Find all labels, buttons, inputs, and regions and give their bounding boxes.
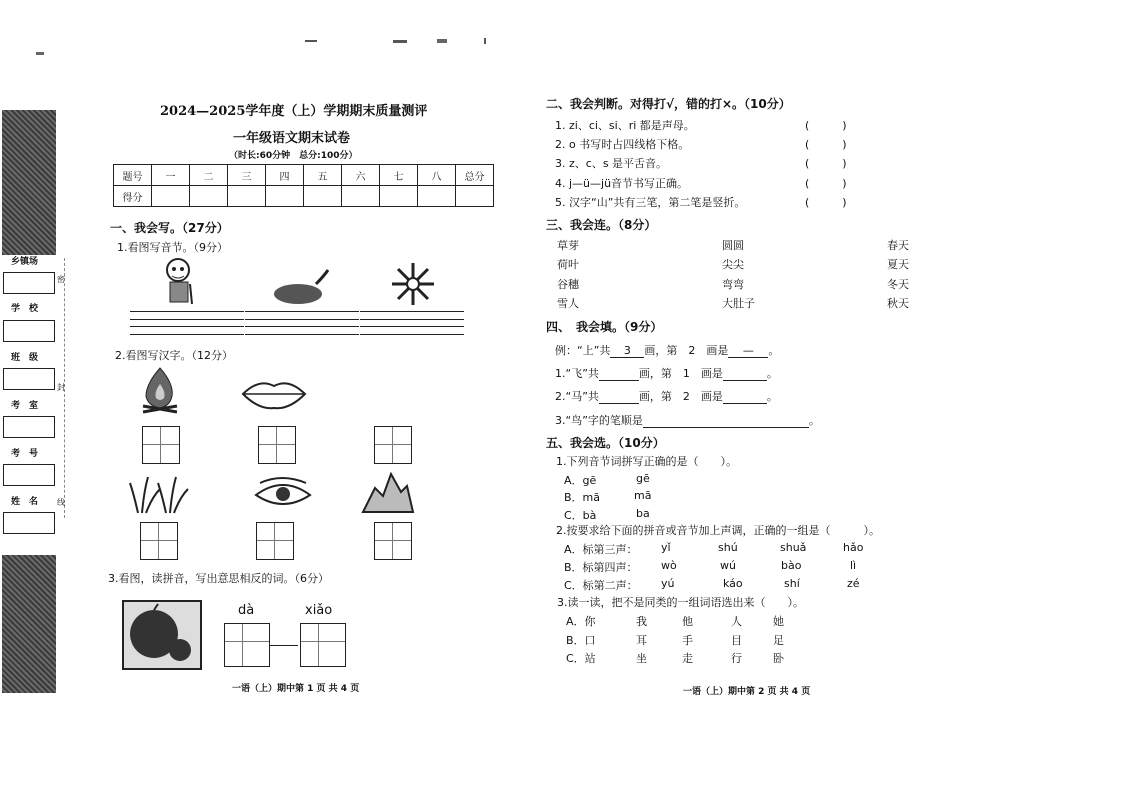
fill-text: 画，第 2 画是 (644, 344, 729, 357)
fire-picture (137, 366, 183, 416)
grandpa-picture (160, 256, 200, 306)
exam-no-field[interactable] (3, 464, 55, 486)
snowflake-picture (390, 261, 436, 307)
fill-text: 画，第 2 画是 (638, 390, 723, 403)
label-township: 乡镇场 (11, 257, 39, 267)
option-value: 坐 (636, 652, 647, 665)
fill-text: 例：“上”共 (555, 344, 611, 357)
match-middle[interactable]: 尖尖 (722, 258, 744, 271)
label-exam-no: 考 号 (11, 449, 39, 459)
class-field[interactable] (3, 368, 55, 390)
option-value: yǐ (661, 541, 671, 554)
fill-blank[interactable] (723, 390, 767, 404)
score-header-cell: 七 (380, 165, 418, 186)
tianzi-grid-small[interactable] (300, 623, 346, 667)
match-right[interactable]: 秋天 (887, 297, 909, 310)
label-room: 考 室 (11, 401, 39, 411)
fill-blank[interactable] (643, 414, 809, 428)
tianzi-grid[interactable] (256, 522, 294, 560)
option-value: 足 (773, 634, 784, 647)
grass-picture (128, 473, 190, 515)
option-value: 行 (731, 652, 742, 665)
tianzi-grid[interactable] (374, 522, 412, 560)
judge-item: 3. z、c、s 是平舌音。 (555, 157, 668, 170)
pinyin-xiao: xiǎo (305, 603, 333, 618)
option-value: ba (636, 507, 650, 520)
school-field[interactable] (3, 320, 55, 342)
fill-answer: — (728, 344, 768, 358)
fill-text: 。 (768, 344, 780, 357)
fill-q2 (555, 388, 778, 404)
score-cell[interactable] (190, 186, 228, 207)
option-value: 目 (731, 634, 742, 647)
fill-text: 2.“马”共 (555, 390, 599, 403)
fill-text: 。 (766, 390, 778, 403)
score-cell[interactable] (418, 186, 456, 207)
option-value: 我 (636, 615, 647, 628)
fill-text: 1.“飞”共 (555, 367, 599, 380)
label-school: 学 校 (11, 304, 39, 314)
part4-heading: 四、 我会填。（9分） (546, 320, 663, 334)
score-header-cell: 八 (418, 165, 456, 186)
option-value: mā (634, 489, 652, 502)
option-value: 他 (682, 615, 693, 628)
name-field[interactable] (3, 512, 55, 534)
option-label[interactable]: A．gē (564, 474, 597, 487)
option-value: 她 (773, 615, 784, 628)
answer-paren[interactable]: ( ) (805, 119, 847, 132)
fill-blank[interactable] (723, 367, 767, 381)
option-value: shuǎ (780, 541, 807, 554)
fill-text: 。 (808, 414, 820, 427)
option-value: gē (636, 472, 650, 485)
option-value: wò (661, 559, 677, 572)
part2-heading: 二、我会判断。对得打√，错的打×。（10分） (546, 97, 791, 111)
fill-text: 画，第 1 画是 (638, 367, 723, 380)
option-value: shú (718, 541, 738, 554)
pinyin-lines-3[interactable] (360, 311, 464, 335)
part1-q2: 2.看图写汉字。（12分） (115, 349, 233, 362)
option-value: 耳 (636, 634, 647, 647)
pinyin-da: dà (238, 603, 255, 618)
fill-text: 3.“鸟”字的笔顺是 (555, 414, 643, 427)
tianzi-grid[interactable] (258, 426, 296, 464)
judge-item: 4. j—ü—jü音节书写正确。 (555, 177, 689, 190)
fill-q1 (555, 365, 778, 381)
score-header-cell: 三 (228, 165, 266, 186)
fill-example (555, 342, 779, 358)
exam-title: 2024—2025学年度（上）学期期末质量测评 (160, 104, 428, 119)
mountain-picture (361, 470, 415, 514)
option-label[interactable]: A．标第三声： (564, 543, 638, 556)
pinyin-lines-2[interactable] (245, 311, 359, 335)
judge-item: 2. o 书写时占四线格下格。 (555, 138, 690, 151)
answer-paren[interactable]: ( ) (805, 157, 847, 170)
choice-q1: 1.下列音节词拼写正确的是（ ）。 (556, 455, 737, 468)
option-value: 卧 (773, 652, 784, 665)
apples-picture (122, 600, 202, 670)
choice-q3: 3.读一读，把不是同类的一组词语选出来（ ）。 (557, 596, 804, 609)
judge-item: 1. zi、ci、si、ri 都是声母。 (555, 119, 695, 132)
option-value: bào (781, 559, 802, 572)
match-left[interactable]: 荷叶 (557, 258, 579, 271)
score-table (113, 164, 494, 207)
binding-strip-bottom (2, 555, 56, 693)
seal-char-mi: 密 (57, 275, 65, 284)
exam-meta: （时长:60分钟 总分:100分） (229, 151, 358, 161)
option-label[interactable]: C．标第二声： (564, 579, 638, 592)
part1-q1: 1.看图写音节。（9分） (117, 241, 228, 254)
option-label[interactable]: B．mā (564, 491, 601, 504)
score-header-cell: 二 (190, 165, 228, 186)
fill-text: 。 (766, 367, 778, 380)
room-field[interactable] (3, 416, 55, 438)
option-label[interactable]: B．口 (566, 634, 596, 647)
option-value: 人 (731, 615, 742, 628)
match-left[interactable]: 谷穗 (557, 278, 579, 291)
score-header-cell: 题号 (114, 165, 152, 186)
option-label[interactable]: C．bà (564, 509, 597, 522)
label-name: 姓 名 (11, 497, 39, 507)
part3-heading: 三、我会连。（8分） (546, 218, 657, 232)
option-value: yú (661, 577, 675, 590)
score-cell[interactable] (380, 186, 418, 207)
fill-blank[interactable] (599, 367, 639, 381)
exam-subtitle: 一年级语文期末试卷 (233, 131, 351, 146)
part5-heading: 五、我会选。（10分） (546, 436, 665, 450)
answer-paren[interactable]: ( ) (805, 138, 847, 151)
score-cell[interactable] (342, 186, 380, 207)
eggplant-picture (272, 266, 332, 308)
label-class: 班 级 (11, 353, 39, 363)
answer-paren[interactable]: ( ) (805, 177, 847, 190)
choice-q2: 2.按要求给下面的拼音或音节加上声调，正确的一组是（ ）。 (556, 524, 880, 537)
option-value: hǎo (843, 541, 864, 554)
option-value: zé (847, 577, 860, 590)
judge-item: 5. 汉字“山”共有三笔，第二笔是竖折。 (555, 196, 746, 209)
footer-left: 一语（上）期中第 1 页 共 4 页 (232, 684, 360, 694)
fill-blank[interactable] (599, 390, 639, 404)
option-label[interactable]: A．你 (566, 615, 596, 628)
footer-right: 一语（上）期中第 2 页 共 4 页 (683, 687, 811, 697)
mouth-picture (241, 376, 307, 412)
option-value: 走 (682, 652, 693, 665)
option-value: shí (784, 577, 800, 590)
option-value: lì (850, 559, 857, 572)
option-value: wú (720, 559, 736, 572)
match-right[interactable]: 夏天 (887, 258, 909, 271)
match-right[interactable]: 春天 (887, 239, 909, 252)
tianzi-grid[interactable] (142, 426, 180, 464)
fill-q3 (555, 412, 820, 428)
pinyin-lines-1[interactable] (130, 311, 244, 335)
score-header-cell: 总分 (456, 165, 494, 186)
eye-picture (254, 475, 312, 511)
tianzi-grid[interactable] (140, 522, 178, 560)
match-middle[interactable]: 圆圆 (722, 239, 744, 252)
score-header-row (114, 165, 494, 186)
seal-char-xian: 线 (57, 498, 65, 507)
option-label[interactable]: B．标第四声： (564, 561, 638, 574)
option-label[interactable]: C．站 (566, 652, 596, 665)
score-header-cell: 四 (266, 165, 304, 186)
seal-char-feng: 封 (57, 383, 65, 392)
part1-heading: 一、我会写。（27分） (110, 221, 229, 235)
match-left[interactable]: 草芽 (557, 239, 579, 252)
binding-strip-top (2, 110, 56, 255)
score-cell[interactable] (228, 186, 266, 207)
match-right[interactable]: 冬天 (887, 278, 909, 291)
score-value-row (114, 186, 494, 207)
score-cell[interactable] (304, 186, 342, 207)
score-cell[interactable] (266, 186, 304, 207)
match-middle[interactable]: 大肚子 (722, 297, 755, 310)
part1-q3: 3.看图，读拼音，写出意思相反的词。（6分） (108, 572, 329, 585)
option-value: 手 (682, 634, 693, 647)
township-field[interactable] (3, 272, 55, 294)
score-header-cell: 五 (304, 165, 342, 186)
match-left[interactable]: 雪人 (557, 297, 579, 310)
score-row-label: 得分 (114, 186, 152, 207)
score-cell[interactable] (456, 186, 494, 207)
match-middle[interactable]: 弯弯 (722, 278, 744, 291)
score-header-cell: 六 (342, 165, 380, 186)
score-cell[interactable] (152, 186, 190, 207)
fill-answer: 3 (610, 344, 644, 358)
tianzi-grid[interactable] (374, 426, 412, 464)
tianzi-grid-big[interactable] (224, 623, 270, 667)
option-value: káo (723, 577, 743, 590)
answer-paren[interactable]: ( ) (805, 196, 847, 209)
dash-connector (270, 645, 298, 646)
score-header-cell: 一 (152, 165, 190, 186)
